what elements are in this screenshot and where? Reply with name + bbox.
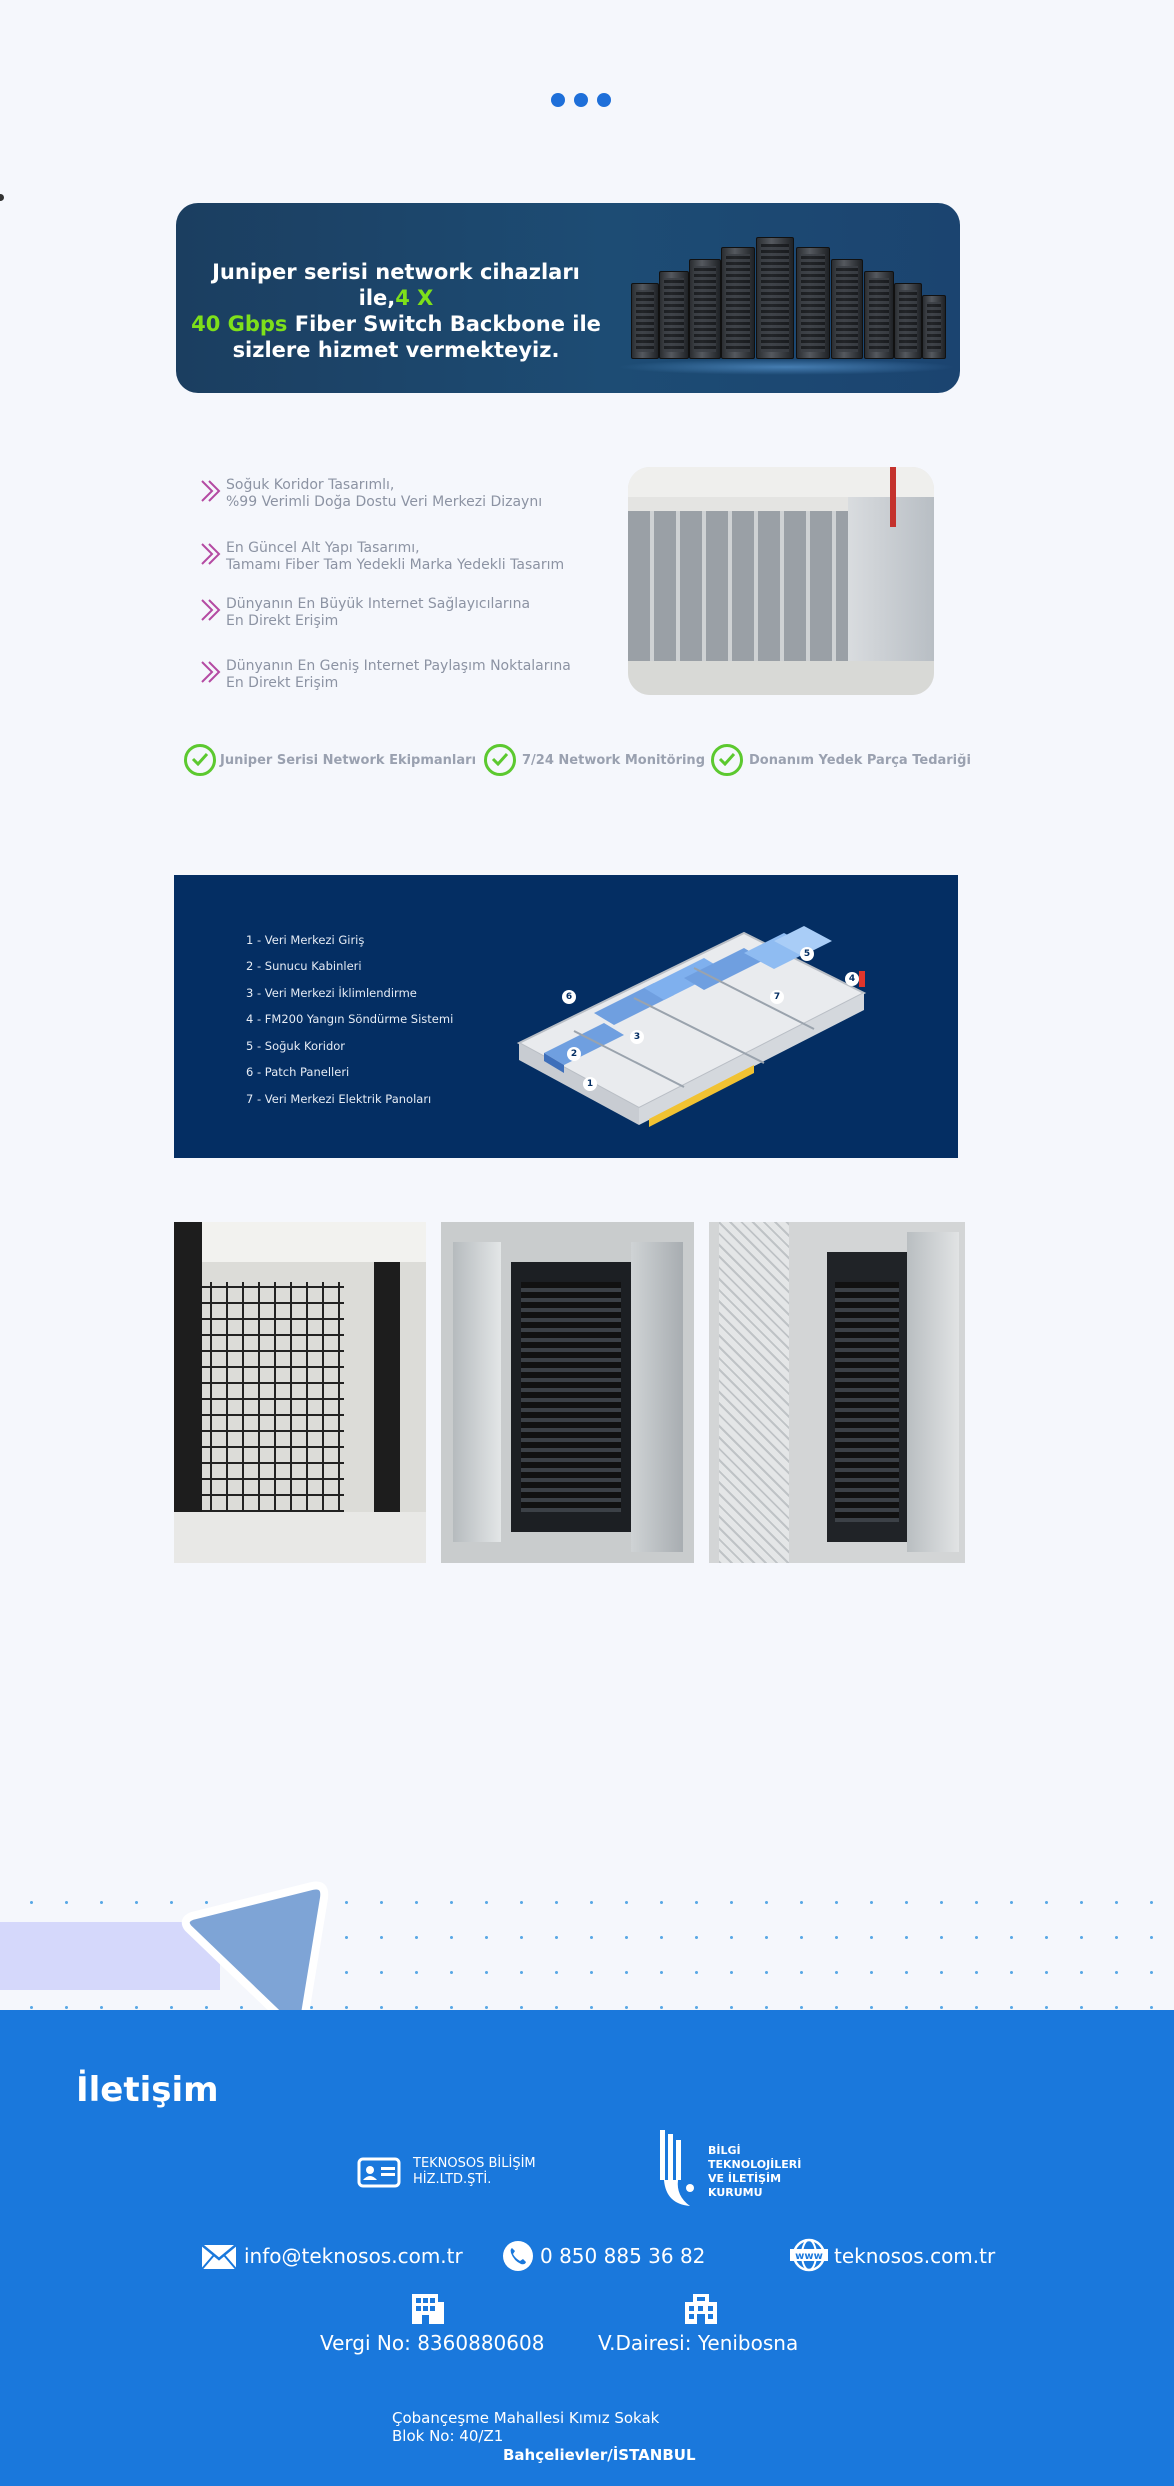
feature-title: Dünyanın En Büyük Internet Sağlayıcılarına <box>226 596 531 612</box>
double-chevron-icon <box>200 479 222 503</box>
plan-marker: 7 <box>770 990 784 1004</box>
feature-title: Dünyanın En Geniş Internet Paylaşım Noktalarına <box>226 658 571 674</box>
btk-logo <box>656 2130 816 2210</box>
company-type: HİZ.LTD.ŞTİ. <box>413 2172 492 2187</box>
check-label: Juniper Serisi Network Ekipmanları <box>220 753 477 768</box>
check-label: Donanım Yedek Parça Tedariği <box>749 753 971 768</box>
datacenter-floor-plan <box>174 875 958 1158</box>
feature-subtitle: %99 Verimli Doğa Dostu Veri Merkezi Dizaynı <box>226 494 543 510</box>
loading-dot <box>551 93 565 107</box>
double-chevron-icon <box>200 542 222 566</box>
plan-legend-item: 1 - Veri Merkezi Giriş <box>246 933 365 947</box>
building-icon <box>410 2292 446 2326</box>
banner-line-3: sizlere hizmet vermekteyiz. <box>232 338 560 362</box>
plan-marker: 5 <box>800 947 814 961</box>
plan-marker: 6 <box>562 990 576 1004</box>
plan-marker: 1 <box>583 1077 597 1091</box>
cold-aisle-photo <box>628 467 934 695</box>
plan-marker: 3 <box>630 1030 644 1044</box>
check-circle-icon <box>711 744 743 776</box>
feature-subtitle: Tamamı Fiber Tam Yedekli Marka Yedekli Tasarım <box>226 557 565 573</box>
plan-marker: 4 <box>845 972 859 986</box>
rack-open-photo <box>709 1222 965 1563</box>
btk-line: VE İLETİŞİM <box>708 2172 782 2185</box>
plan-legend-item: 5 - Soğuk Koridor <box>246 1039 346 1053</box>
tax-number: Vergi No: 8360880608 <box>320 2331 545 2355</box>
contact-footer <box>0 2010 1174 2486</box>
plan-legend-item: 7 - Veri Merkezi Elektrik Panoları <box>246 1092 432 1106</box>
check-label: 7/24 Network Monitöring <box>522 753 705 768</box>
banner-highlight: 4 X <box>395 286 434 310</box>
check-circle-icon <box>184 744 216 776</box>
address-line: Blok No: 40/Z1 <box>392 2427 504 2445</box>
isometric-plan-illustration <box>514 893 934 1155</box>
banner-text <box>186 259 606 363</box>
cage-photo <box>174 1222 426 1563</box>
banner-line-1: Juniper serisi network cihazları ile, <box>212 260 580 310</box>
address-line: Çobançeşme Mahallesi Kımız Sokak <box>392 2409 660 2427</box>
rack-photo <box>441 1222 694 1563</box>
phone-link[interactable]: 0 850 885 36 82 <box>540 2244 706 2268</box>
check-circle-icon <box>484 744 516 776</box>
btk-emblem-icon <box>656 2130 702 2212</box>
btk-line: KURUMU <box>708 2186 763 2199</box>
loading-dot <box>574 93 588 107</box>
globe-www-icon <box>790 2238 828 2272</box>
btk-line: TEKNOLOJİLERİ <box>708 2158 802 2171</box>
address-line: Bahçelievler/İSTANBUL <box>503 2446 696 2464</box>
feature-subtitle: En Direkt Erişim <box>226 613 339 629</box>
double-chevron-icon <box>200 660 222 684</box>
plan-legend-item: 3 - Veri Merkezi İklimlendirme <box>246 986 417 1000</box>
plan-legend-item: 2 - Sunucu Kabinleri <box>246 959 362 973</box>
envelope-icon <box>201 2244 237 2270</box>
www-label: www <box>795 2251 823 2262</box>
plan-legend-item: 4 - FM200 Yangın Söndürme Sistemi <box>246 1012 454 1026</box>
btk-line: BİLGİ <box>708 2144 741 2157</box>
tax-office: V.Dairesi: Yenibosna <box>598 2331 799 2355</box>
banner-line-2: Fiber Switch Backbone ile <box>287 312 601 336</box>
website-link[interactable]: teknosos.com.tr <box>834 2244 996 2268</box>
phone-icon <box>502 2240 534 2272</box>
plan-legend-item: 6 - Patch Panelleri <box>246 1065 350 1079</box>
plan-marker: 2 <box>567 1047 581 1061</box>
loading-dot <box>597 93 611 107</box>
office-building-icon <box>683 2292 719 2326</box>
company-logo <box>357 2152 557 2192</box>
banner-highlight: 40 Gbps <box>191 312 288 336</box>
company-name: TEKNOSOS BİLİŞİM <box>413 2156 536 2171</box>
footer-title: İletişim <box>76 2070 219 2110</box>
id-card-icon <box>357 2156 401 2188</box>
network-banner <box>176 203 960 393</box>
feature-subtitle: En Direkt Erişim <box>226 675 339 691</box>
feature-title: Soğuk Koridor Tasarımlı, <box>226 477 395 493</box>
decorative-triangle <box>180 1880 330 2030</box>
double-chevron-icon <box>200 598 222 622</box>
email-link[interactable]: info@teknosos.com.tr <box>244 2244 463 2268</box>
feature-title: En Güncel Alt Yapı Tasarımı, <box>226 540 420 556</box>
edge-mark <box>0 194 4 201</box>
